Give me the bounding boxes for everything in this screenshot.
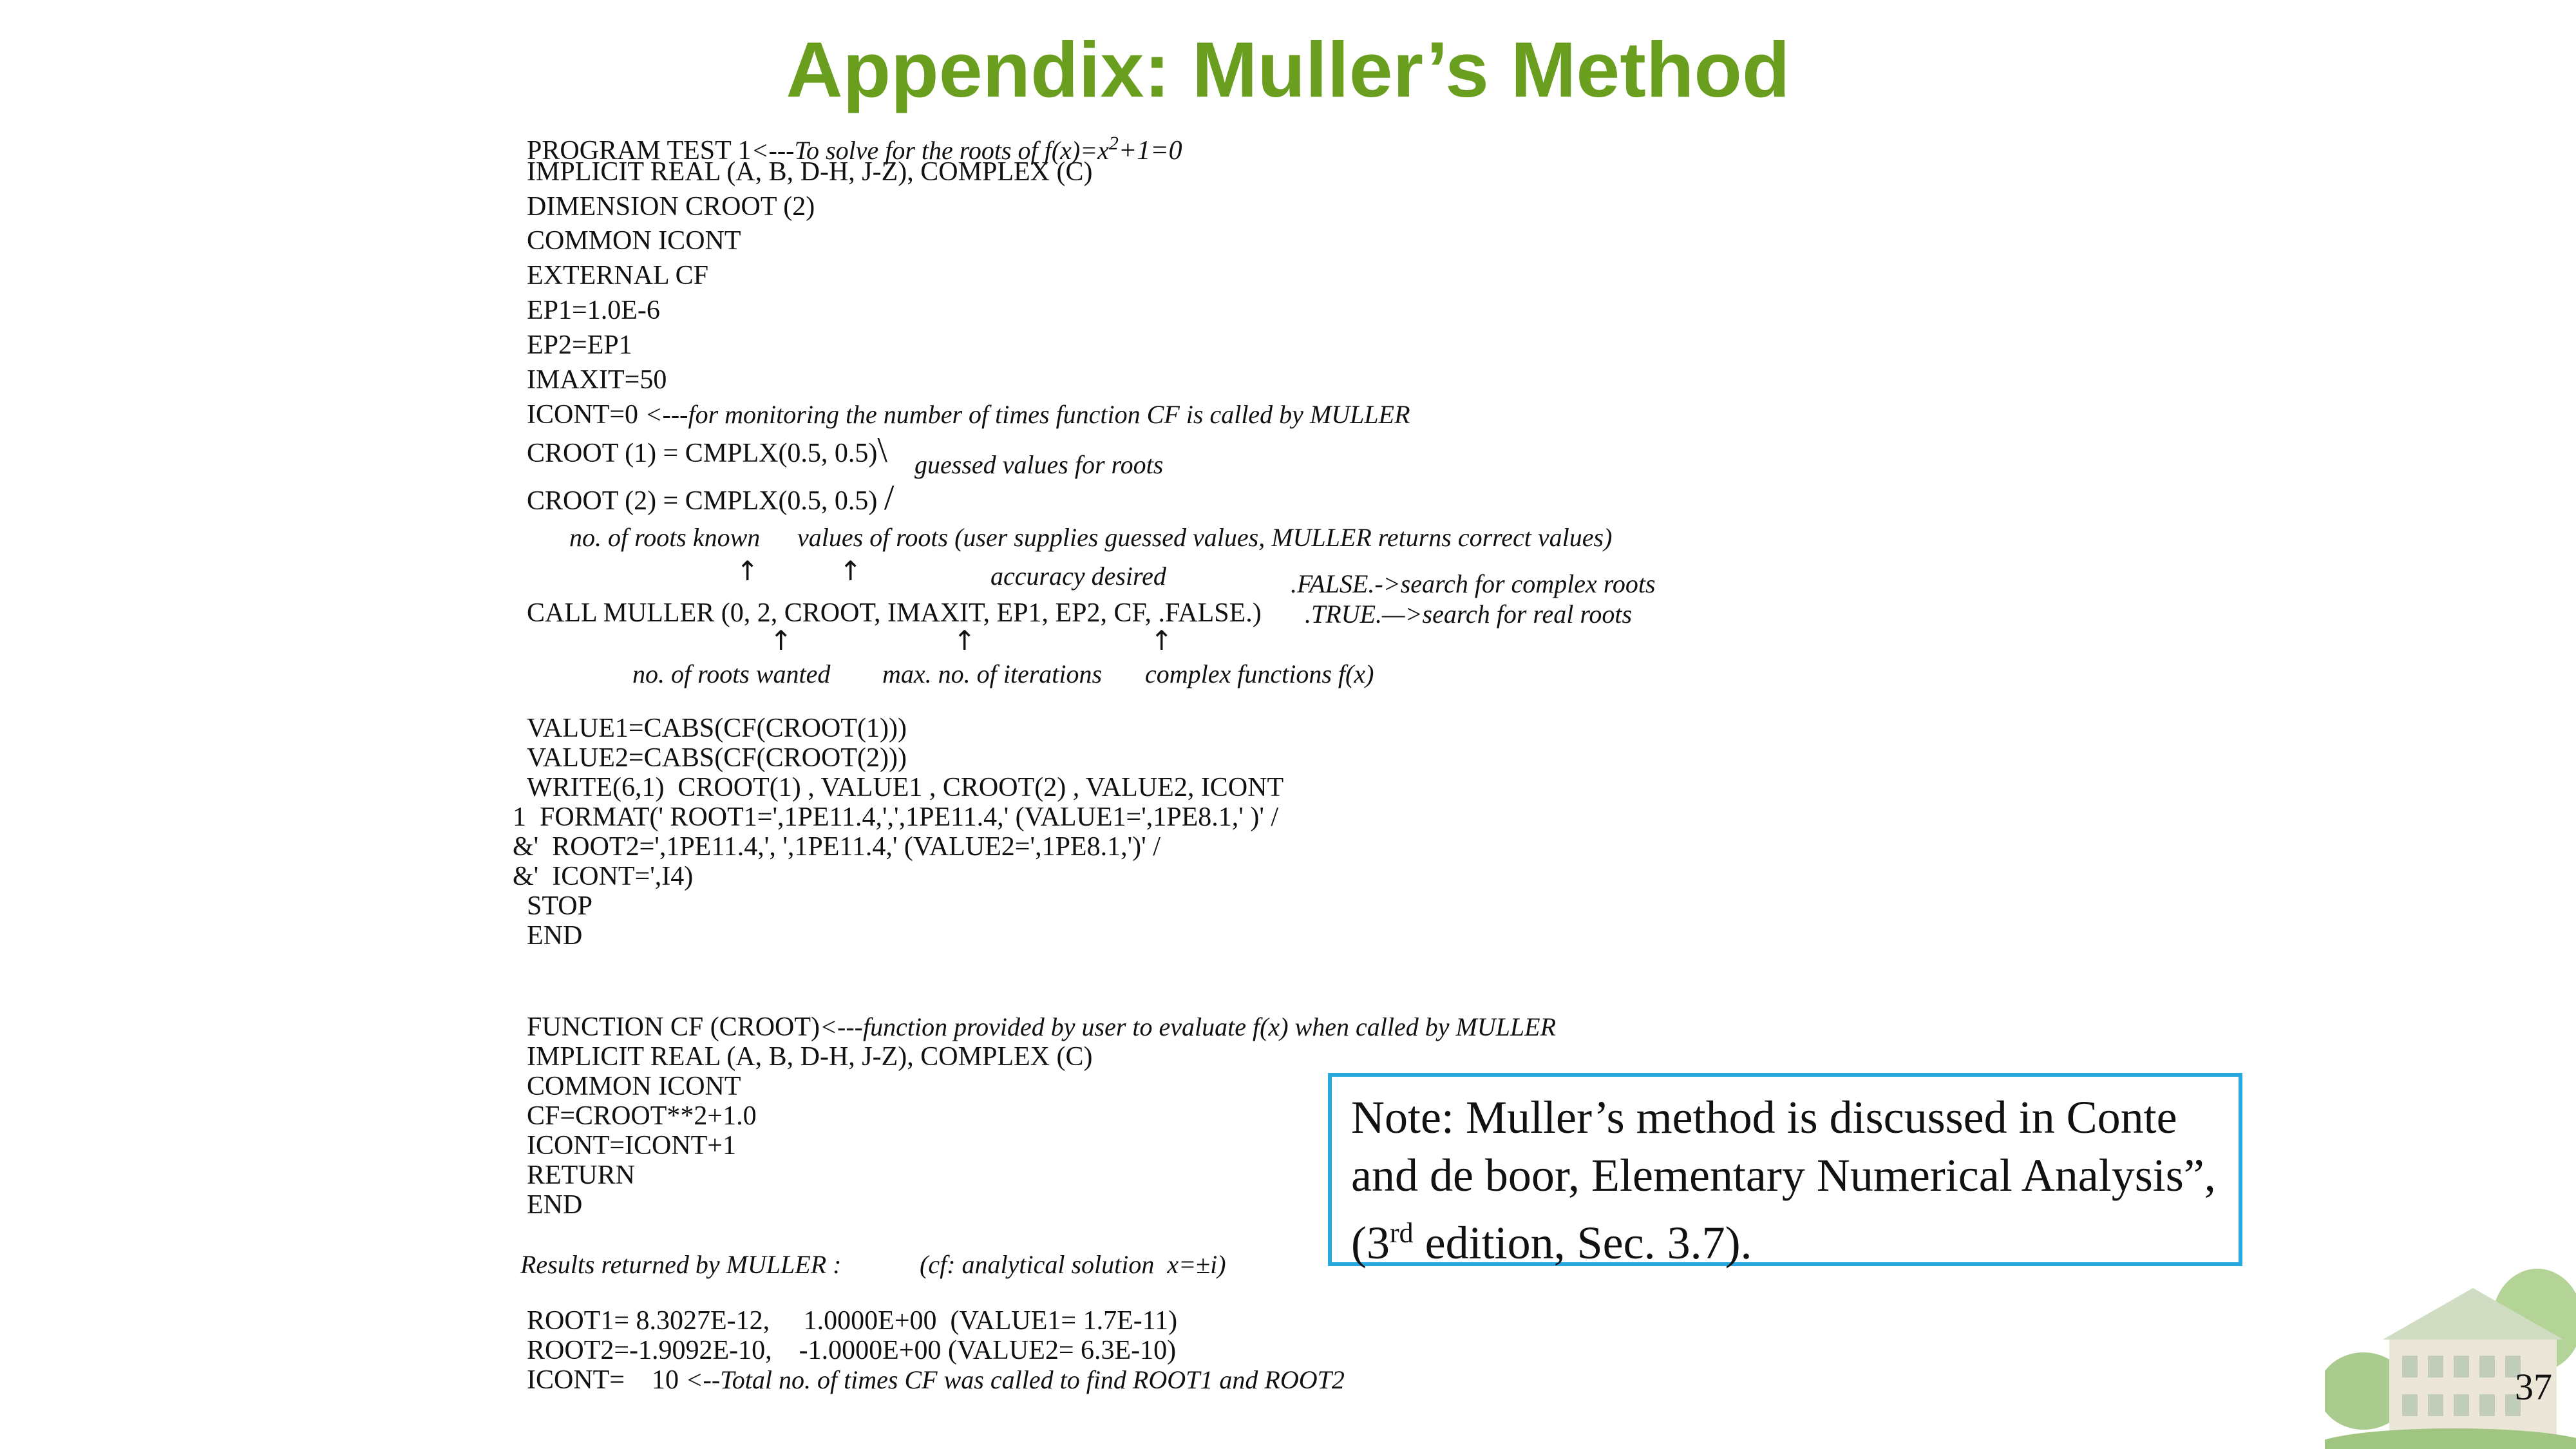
page-number: 37 bbox=[2515, 1366, 2552, 1408]
brace-top: \ bbox=[877, 430, 887, 470]
slide-title: Appendix: Muller’s Method bbox=[786, 26, 1790, 113]
code-line: ICONT=ICONT+1 bbox=[527, 1131, 737, 1160]
code-text: CROOT (1) = CMPLX(0.5, 0.5) bbox=[527, 439, 878, 468]
code-line: &' ROOT2=',1PE11.4,', ',1PE11.4,' (VALUE2=',1PE8.1,')' / bbox=[513, 832, 1160, 862]
arrow-up-icon: ↑ bbox=[839, 555, 862, 587]
code-line: IMPLICIT REAL (A, B, D-H, J-Z), COMPLEX (C) bbox=[527, 157, 1093, 187]
annotation-roots-wanted: no. of roots wanted bbox=[632, 659, 831, 688]
code-text: CROOT (2) = CMPLX(0.5, 0.5) bbox=[527, 486, 878, 516]
code-comment: <---function provided by user to evaluate f(x) when called by MULLER bbox=[820, 1012, 1557, 1041]
code-line: DIMENSION CROOT (2) bbox=[527, 192, 815, 222]
code-superscript: 2 bbox=[1108, 133, 1119, 154]
annotation-true: .TRUE.—>search for real roots bbox=[1305, 600, 1633, 629]
code-line: EP2=EP1 bbox=[527, 330, 632, 360]
code-comment: <---for monitoring the number of times function CF is called by MULLER bbox=[645, 400, 1410, 429]
code-text: FUNCTION CF (CROOT) bbox=[527, 1012, 820, 1042]
code-line: IMPLICIT REAL (A, B, D-H, J-Z), COMPLEX (C) bbox=[527, 1042, 1093, 1072]
annotation-accuracy: accuracy desired bbox=[990, 562, 1166, 591]
arrow-up-icon: ↑ bbox=[736, 555, 759, 587]
code-line: RETURN bbox=[527, 1160, 635, 1190]
code-line: WRITE(6,1) CROOT(1) , VALUE1 , CROOT(2) , VALUE2, ICONT bbox=[527, 773, 1284, 802]
code-line-icont bbox=[527, 400, 1410, 430]
annotation-false: .FALSE.->search for complex roots bbox=[1291, 569, 1656, 598]
note-text: Note: Muller’s method is discussed in Conte and de boor, Elementary Numerical Analysis”, (3 bbox=[1351, 1092, 2216, 1269]
result-root1: ROOT1= 8.3027E-12, 1.0000E+00 (VALUE1= 1.7E-11) bbox=[527, 1306, 1178, 1336]
result-root2: ROOT2=-1.9092E-10, -1.0000E+00 (VALUE2= 6.3E-10) bbox=[527, 1336, 1177, 1365]
code-comment: <---To solve for the roots of f(x)=x bbox=[751, 136, 1109, 165]
code-text: ICONT= 10 bbox=[527, 1365, 679, 1395]
arrow-up-icon: ↑ bbox=[770, 625, 793, 656]
annotation-guessed: guessed values for roots bbox=[914, 450, 1164, 479]
code-line: IMAXIT=50 bbox=[527, 365, 667, 395]
code-line-croot1 bbox=[527, 430, 887, 470]
code-line: EP1=1.0E-6 bbox=[527, 296, 660, 325]
code-line: END bbox=[527, 1190, 583, 1220]
code-text: PROGRAM TEST 1 bbox=[527, 136, 752, 166]
note-superscript: rd bbox=[1389, 1217, 1414, 1249]
campus-building-illustration bbox=[2325, 1243, 2576, 1449]
code-line: 1 FORMAT(' ROOT1=',1PE11.4,',',1PE11.4,' (VALUE1=',1PE8.1,' )' / bbox=[513, 802, 1279, 832]
code-line: VALUE2=CABS(CF(CROOT(2))) bbox=[527, 743, 907, 773]
annotation-complex-functions: complex functions f(x) bbox=[1145, 659, 1374, 688]
code-comment: <--Total no. of times CF was called to find ROOT1 and ROOT2 bbox=[685, 1365, 1345, 1394]
code-comment-tail: +1=0 bbox=[1118, 136, 1182, 166]
arrow-up-icon: ↑ bbox=[1150, 625, 1173, 656]
code-line: EXTERNAL CF bbox=[527, 261, 708, 290]
annotation-max-iterations: max. no. of iterations bbox=[882, 659, 1103, 688]
annotation-roots-known: no. of roots known bbox=[569, 523, 761, 552]
brace-bottom: / bbox=[884, 478, 895, 518]
code-line: COMMON ICONT bbox=[527, 226, 741, 256]
arrow-up-icon: ↑ bbox=[953, 625, 976, 656]
code-line: &' ICONT=',I4) bbox=[513, 862, 694, 891]
note-text-tail: edition, Sec. 3.7). bbox=[1413, 1217, 1752, 1269]
code-line: END bbox=[527, 921, 583, 951]
code-text: ICONT=0 bbox=[527, 400, 639, 430]
annotation-values-of-roots: values of roots (user supplies guessed values, MULLER returns correct values) bbox=[797, 523, 1613, 552]
code-line: VALUE1=CABS(CF(CROOT(1))) bbox=[527, 714, 907, 743]
code-line: STOP bbox=[527, 891, 592, 921]
code-line-call-muller: CALL MULLER (0, 2, CROOT, IMAXIT, EP1, EP2, CF, .FALSE.) bbox=[527, 598, 1262, 628]
result-icont bbox=[527, 1365, 1345, 1395]
code-line-croot2 bbox=[527, 478, 895, 518]
code-line: COMMON ICONT bbox=[527, 1072, 741, 1101]
results-label: Results returned by MULLER : bbox=[520, 1250, 842, 1279]
results-analytical: (cf: analytical solution x=±i) bbox=[920, 1250, 1226, 1279]
note-box bbox=[1328, 1073, 2242, 1269]
code-line-function bbox=[527, 1012, 1556, 1042]
code-line: CF=CROOT**2+1.0 bbox=[527, 1101, 757, 1131]
